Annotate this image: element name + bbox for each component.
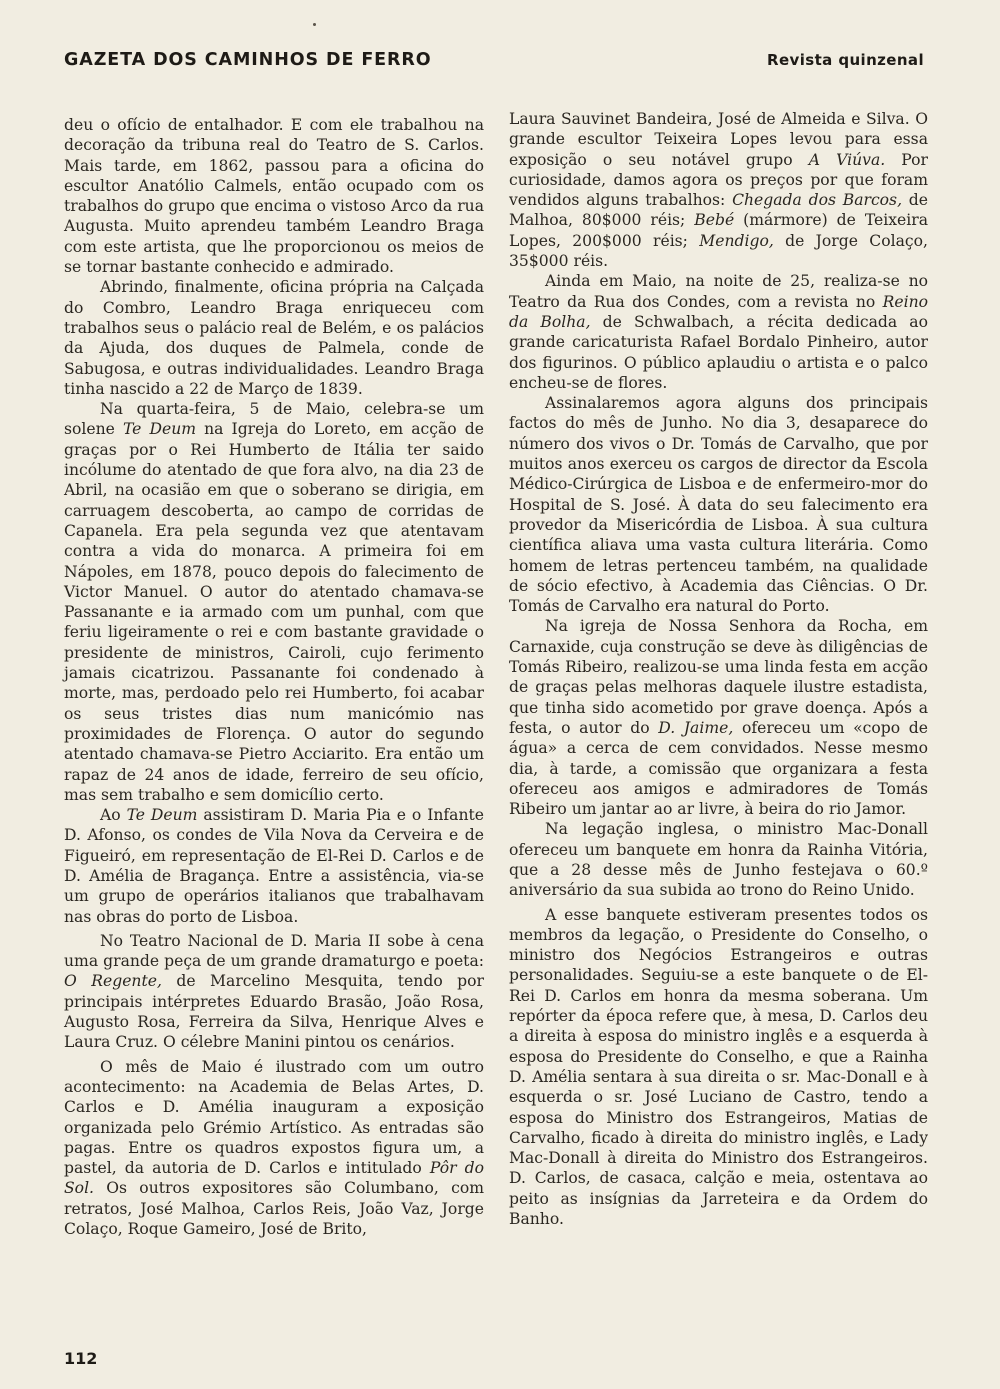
paragraph	[64, 1057, 484, 1240]
italic-title: Te Deum	[122, 420, 197, 439]
paragraph	[64, 399, 484, 805]
paragraph: deu o ofício de entalhador. E com ele trabalhou na decoração da tribuna real do Teatro de S. Carlos. Mais tarde, em 1862, passou para a oficina do escultor Anatólio Calmels, então ocupado com os trabalhos do grupo que encima o vistoso Arco da rua Augusta. Muito aprendeu também Leandro Braga com este artista, que lhe proporcionou os meios de se tornar bastante conhecido e admirado.	[64, 116, 484, 277]
paragraph	[509, 271, 928, 393]
italic-title: O Regente,	[64, 972, 162, 991]
italic-title: D. Jaime,	[658, 718, 734, 737]
text-run: Laura Sauvinet Bandeira, José de Almeida e Silva. O grande escultor Teixeira Lopes levou para essa exposição o seu notável grupo	[509, 110, 928, 169]
paragraph: Na legação inglesa, o ministro Mac-Donall ofereceu um banquete em honra da Rainha Vitória, que a 28 desse mês de Junho festejava o 60.º aniversário da sua subida ao trono do Reino Unido.	[509, 820, 928, 900]
text-run: (mármore) de Teixeira Lopes, 200$000 réis;	[509, 211, 929, 250]
text-run: Os outros expositores são Columbano, com retratos, José Malhoa, Carlos Reis, João Vaz, Jorge Colaço, Roque Gameiro, José de Brito,	[64, 1179, 484, 1239]
journal-subtitle: Revista quinzenal	[767, 51, 924, 69]
italic-title: Mendigo,	[699, 231, 774, 250]
text-run: No Teatro Nacional de D. Maria II sobe à cena uma grande peça de um grande dramaturgo e poeta:	[64, 931, 484, 971]
text-run: assistiram D. Maria Pia e o Infante D. Afonso, os condes de Vila Nova da Cerveira e de Figueiró, em representação de El-Rei D. Carlos e de D. Amélia de Bragança. Entre a assistência, via-se um grupo de operários italianos que trabalhavam nas obras do porto de Lisboa.	[64, 806, 485, 926]
paragraph	[509, 616, 928, 819]
italic-title: Te Deum	[126, 806, 198, 825]
text-run: ofereceu um «copo de água» a cerca de cem convidados. Nesse mesmo dia, à tarde, a comissão que organizara a festa ofereceu aos amigos e admiradores de Tomás Ribeiro um jantar ao ar livre, à beira do rio Jamor.	[509, 718, 928, 819]
text-run: de Marcelino Mesquita, tendo por principais intérpretes Eduardo Brasão, João Rosa, Augusto Rosa, Ferreira da Silva, Henrique Alves e Laura Cruz. O célebre Manini pintou os cenários.	[64, 972, 484, 1052]
paragraph	[64, 805, 484, 927]
paragraph	[64, 931, 484, 1053]
text-column-right	[509, 109, 928, 1229]
text-run: O mês de Maio é ilustrado com um outro acontecimento: na Academia de Belas Artes, D. Carlos e D. Amélia inauguram a exposição organizada pelo Grémio Artístico. As entradas são pagas. Entre os quadros expostos figura um, a pastel, da autoria de D. Carlos e intitulado	[64, 1057, 484, 1178]
italic-title: Pôr do Sol.	[64, 1159, 484, 1198]
italic-title: Chegada dos Barcos,	[732, 191, 903, 210]
text-run: Por curiosidade, damos agora os preços por que foram vendidos alguns trabalhos:	[509, 150, 928, 210]
italic-title: Reino da Bolha,	[509, 292, 928, 331]
paragraph	[509, 109, 928, 271]
paragraph: Abrindo, finalmente, oficina própria na Calçada do Combro, Leandro Braga enriqueceu com trabalhos seus o palácio real de Belém, e os palácios da Ajuda, dos duques de Palmela, conde de Sabugosa, e outras individualidades. Leandro Braga tinha nascido a 22 de Março de 1839.	[64, 278, 484, 398]
text-run: de Schwalbach, a récita dedicada ao grande caricaturista Rafael Bordalo Pinheiro, autor dos figurinos. O público aplaudiu o artista e o palco encheu-se de flores.	[509, 312, 928, 392]
text-run: de Jorge Colaço, 35$000 réis.	[509, 231, 928, 271]
paragraph: A esse banquete estiveram presentes todos os membros da legação, o Presidente do Conselho, o ministro dos Negócios Estrangeiros e outras personalidades. Seguiu-se a este banquete o de El-Rei D. Carlos em honra da mesma soberana. Um repórter da época refere que, à mesa, D. Carlos deu a direita à esposa do ministro inglês e a esquerda à esposa do Presidente do Conselho, e que a Rainha D. Amélia sentara à sua direita o sr. Mac-Donall e à esquerda o sr. José Luciano de Castro, tendo a esposa do Ministro dos Estrangeiros, Matias de Carvalho, ficado à direita do ministro inglês, e Lady Mac-Donall à direita do Ministro dos Estrangeiros. D. Carlos, de casaca, calção e meia, ostentava ao peito as insígnias da Jarreteira e da Ordem do Banho.	[509, 905, 928, 1229]
print-speck	[313, 23, 316, 26]
text-run: Ainda em Maio, na noite de 25, realiza-se no Teatro da Rua dos Condes, com a revista no	[509, 272, 928, 311]
text-run: na Igreja do Loreto, em acção de graças por o Rei Humberto de Itália ter saido incólume do atentado de que fora alvo, na dia 23 de Abril, na ocasião em que o soberano se dirigia, em carruagem descoberta, ao campo de corridas de Capanela. Era pela segunda vez que atentavam contra a vida do monarca. A primeira foi em Nápoles, em 1878, pouco depois do falecimento de Victor Manuel. O autor do atentado chamava-se Passanante e ia armado com um punhal, com que feriu ligeiramente o rei e com bastante gravidade o presidente de ministros, Cairoli, cujo ferimento jamais cicatrizou. Passanante foi condenado à morte, mas, perdoado pelo rei Humberto, foi acabar os seus tristes dias num manicómio nas proximidades de Florença. O autor do segundo atentado chamava-se Pietro Acciarito. Era então um rapaz de 24 anos de idade, ferreiro de seu ofício, mas sem trabalho e sem domicílio certo.	[64, 420, 484, 804]
paragraph: Assinalaremos agora alguns dos principais factos do mês de Junho. No dia 3, desaparece do número dos vivos o Dr. Tomás de Carvalho, que por muitos anos exerceu os cargos de director da Escola Médico-Cirúrgica de Lisboa e de enfermeiro-mor do Hospital de S. José. À data do seu falecimento era provedor da Misericórdia de Lisboa. À sua cultura científica aliava uma vasta cultura literária. Como homem de letras pertenceu também, na qualidade de sócio efectivo, à Academia das Ciências. O Dr. Tomás de Carvalho era natural do Porto.	[509, 394, 928, 616]
italic-title: A Viúva.	[808, 150, 886, 169]
journal-title: GAZETA DOS CAMINHOS DE FERRO	[64, 50, 432, 70]
text-run: Na quarta-feira, 5 de Maio, celebra-se um solene	[64, 400, 484, 439]
running-header	[64, 50, 924, 70]
italic-title: Bebé	[694, 211, 735, 230]
page-number: 112	[64, 1349, 98, 1368]
text-column-left	[64, 115, 484, 1239]
text-run: Ao	[100, 806, 127, 825]
text-run: de Malhoa, 80$000 réis;	[509, 191, 929, 230]
text-run: Na igreja de Nossa Senhora da Rocha, em Carnaxide, cuja construção se deve às diligências de Tomás Ribeiro, realizou-se uma linda festa em acção de graças pelas melhoras daquele ilustre estadista, que tinha sido acometido por grave doença. Após a festa, o autor do	[509, 617, 928, 737]
